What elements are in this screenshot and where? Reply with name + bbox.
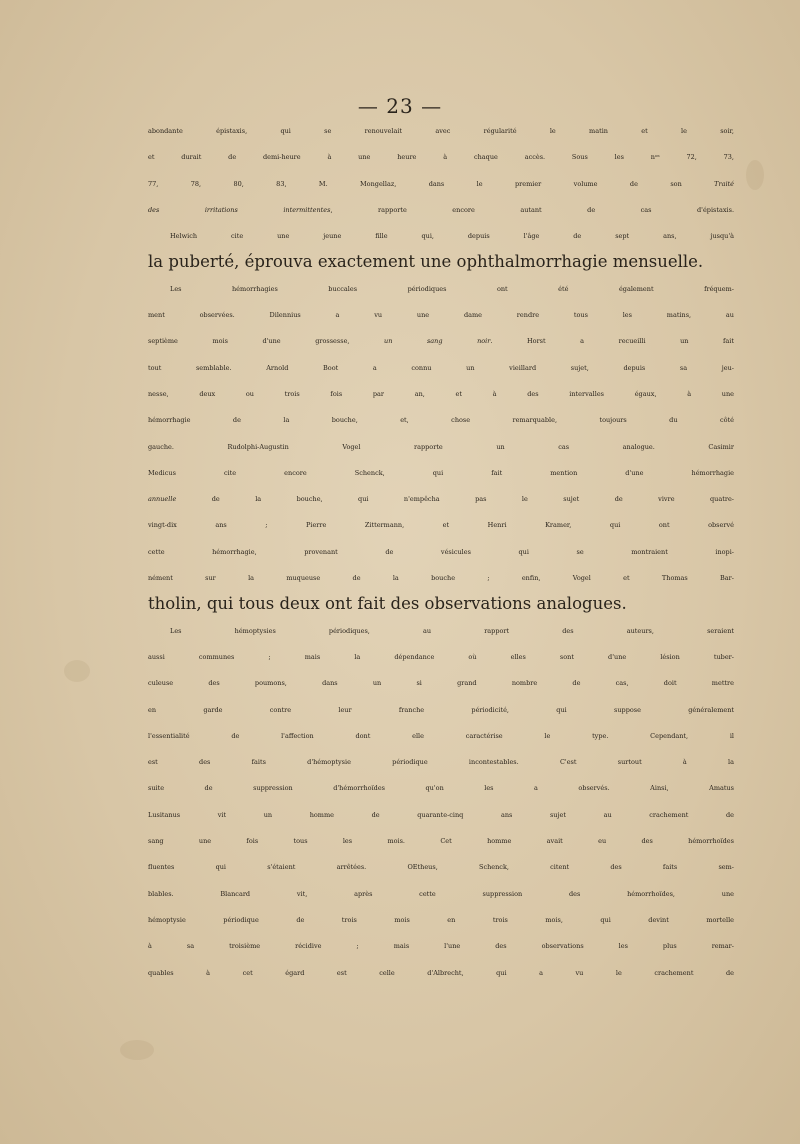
text-line [148, 512, 734, 538]
italic-text: un sang noir [384, 337, 491, 346]
text-line [148, 697, 734, 723]
text-segment: cette hémorrhagie, provenant de vésicules qui se montraient inopi- [148, 547, 734, 556]
italic-text: des irritations intermittentes [148, 205, 331, 214]
text-segment: Medicus cite encore Schenck, qui fait mention d'une hémorrhagie [148, 468, 734, 477]
text-segment: l'essentialité de l'affection dont elle caractérise le type. Cependant, il [148, 731, 734, 740]
text-line [148, 460, 734, 486]
text-segment: hémoptysie périodique de trois mois en trois mois, qui devint mortelle [148, 915, 734, 924]
text-segment: tholin, qui tous deux ont fait des observations analogues. [148, 594, 627, 614]
text-line [148, 328, 734, 354]
text-segment: nesse, deux ou trois fois par an, et à des intervalles égaux, à une [148, 389, 734, 398]
text-segment: gauche. Rudolphi-Augustin Vogel rapporte un cas analogue. Casimir [148, 442, 734, 451]
text-line [148, 749, 734, 775]
text-segment: ment observées. Dilennius a vu une dame rendre tous les matins, au [148, 311, 734, 320]
text-segment: quables à cet égard est celle d'Albrecht, qui a vu le crachement de [148, 968, 734, 977]
text-segment: septième mois d'une grossesse, [148, 337, 385, 346]
text-line [148, 670, 734, 696]
text-segment: tout semblable. Arnold Boot a connu un vieillard sujet, depuis sa jeu- [148, 363, 734, 372]
text-line [148, 276, 734, 302]
text-line [148, 565, 734, 591]
text-line [148, 854, 734, 880]
text-line [148, 486, 734, 512]
text-segment: Les hémorrhagies buccales périodiques ont été également fréquem- [170, 284, 734, 293]
text-segment: blables. Blancard vit, après cette suppression des hémorrhoïdes, une [148, 889, 734, 898]
text-segment: de la bouche, qui n'empêcha pas le sujet de vivre quatre- [176, 495, 734, 504]
text-line [148, 723, 734, 749]
text-line [148, 381, 734, 407]
text-segment: nément sur la muqueuse de la bouche ; enfin, Vogel et Thomas Bar- [148, 574, 734, 583]
text-line [148, 302, 734, 328]
text-segment: hémorrhagie de la bouche, et, chose remarquable, toujours du côté [148, 416, 734, 425]
text-segment: abondante épistaxis, qui se renouvelait avec régularité le matin et le soir, [148, 127, 734, 135]
page-number: — 23 — [357, 94, 443, 118]
text-line [148, 618, 734, 644]
text-line [148, 197, 734, 223]
paper-stain [120, 1040, 154, 1060]
text-segment: , rapporte encore autant de cas d'épistaxis. [330, 205, 734, 214]
text-line [148, 539, 734, 565]
body-text [148, 118, 734, 986]
text-line [148, 960, 734, 986]
text-line [148, 644, 734, 670]
text-line [148, 407, 734, 433]
text-segment: en garde contre leur franche périodicité, qui suppose généralement [148, 705, 734, 714]
text-line [148, 144, 734, 170]
text-line [148, 881, 734, 907]
italic-text: annuelle [148, 495, 177, 504]
text-segment: . Horst a recueilli un fait [490, 337, 734, 346]
text-segment: fluentes qui s'étaient arrêtées. OEtheus, Schenck, citent des faits sem- [148, 863, 734, 872]
text-segment: Helwich cite une jeune fille qui, depuis l'âge de sept ans, jusqu'à [170, 232, 734, 241]
text-line [148, 434, 734, 460]
paper-stain [64, 660, 90, 682]
text-line [148, 355, 734, 381]
text-segment: culeuse des poumons, dans un si grand nombre de cas, doit mettre [148, 679, 734, 688]
text-segment: 77, 78, 80, 83, M. Mongellaz, dans le premier volume de son [148, 179, 715, 188]
text-line [148, 223, 734, 249]
text-segment: et durait de demi-heure à une heure à chaque accès. Sous les nᵒˢ 72, 73, [148, 153, 734, 162]
text-line [148, 171, 734, 197]
text-segment: sang une fois tous les mois. Cet homme avait eu des hémorrhoïdes [148, 837, 734, 846]
text-line [148, 933, 734, 959]
text-segment: Lusitanus vit un homme de quarante-cinq ans sujet au crachement de [148, 810, 734, 819]
text-segment: Les hémoptysies périodiques, au rapport des auteurs, seraient [170, 626, 734, 635]
text-line [148, 249, 734, 275]
text-line [148, 775, 734, 801]
text-segment: aussi communes ; mais la dépendance où elles sont d'une lésion tuber- [148, 652, 734, 661]
italic-text: Traité [714, 179, 734, 188]
text-segment: vingt-dix ans ; Pierre Zittermann, et Henri Kramer, qui ont observé [148, 521, 734, 530]
text-segment: la puberté, éprouva exactement une ophthalmorrhagie mensuelle. [148, 252, 704, 272]
text-segment: à sa troisième récidive ; mais l'une des observations les plus remar- [148, 942, 734, 951]
paper-stain [746, 160, 764, 190]
text-segment: est des faits d'hémoptysie périodique incontestables. C'est surtout à la [148, 758, 734, 767]
text-segment: suite de suppression d'hémorrhoïdes qu'on les a observés. Ainsi, Amatus [148, 784, 734, 793]
text-line [148, 118, 734, 144]
text-line [148, 591, 734, 617]
text-line [148, 907, 734, 933]
text-line [148, 802, 734, 828]
text-line [148, 828, 734, 854]
